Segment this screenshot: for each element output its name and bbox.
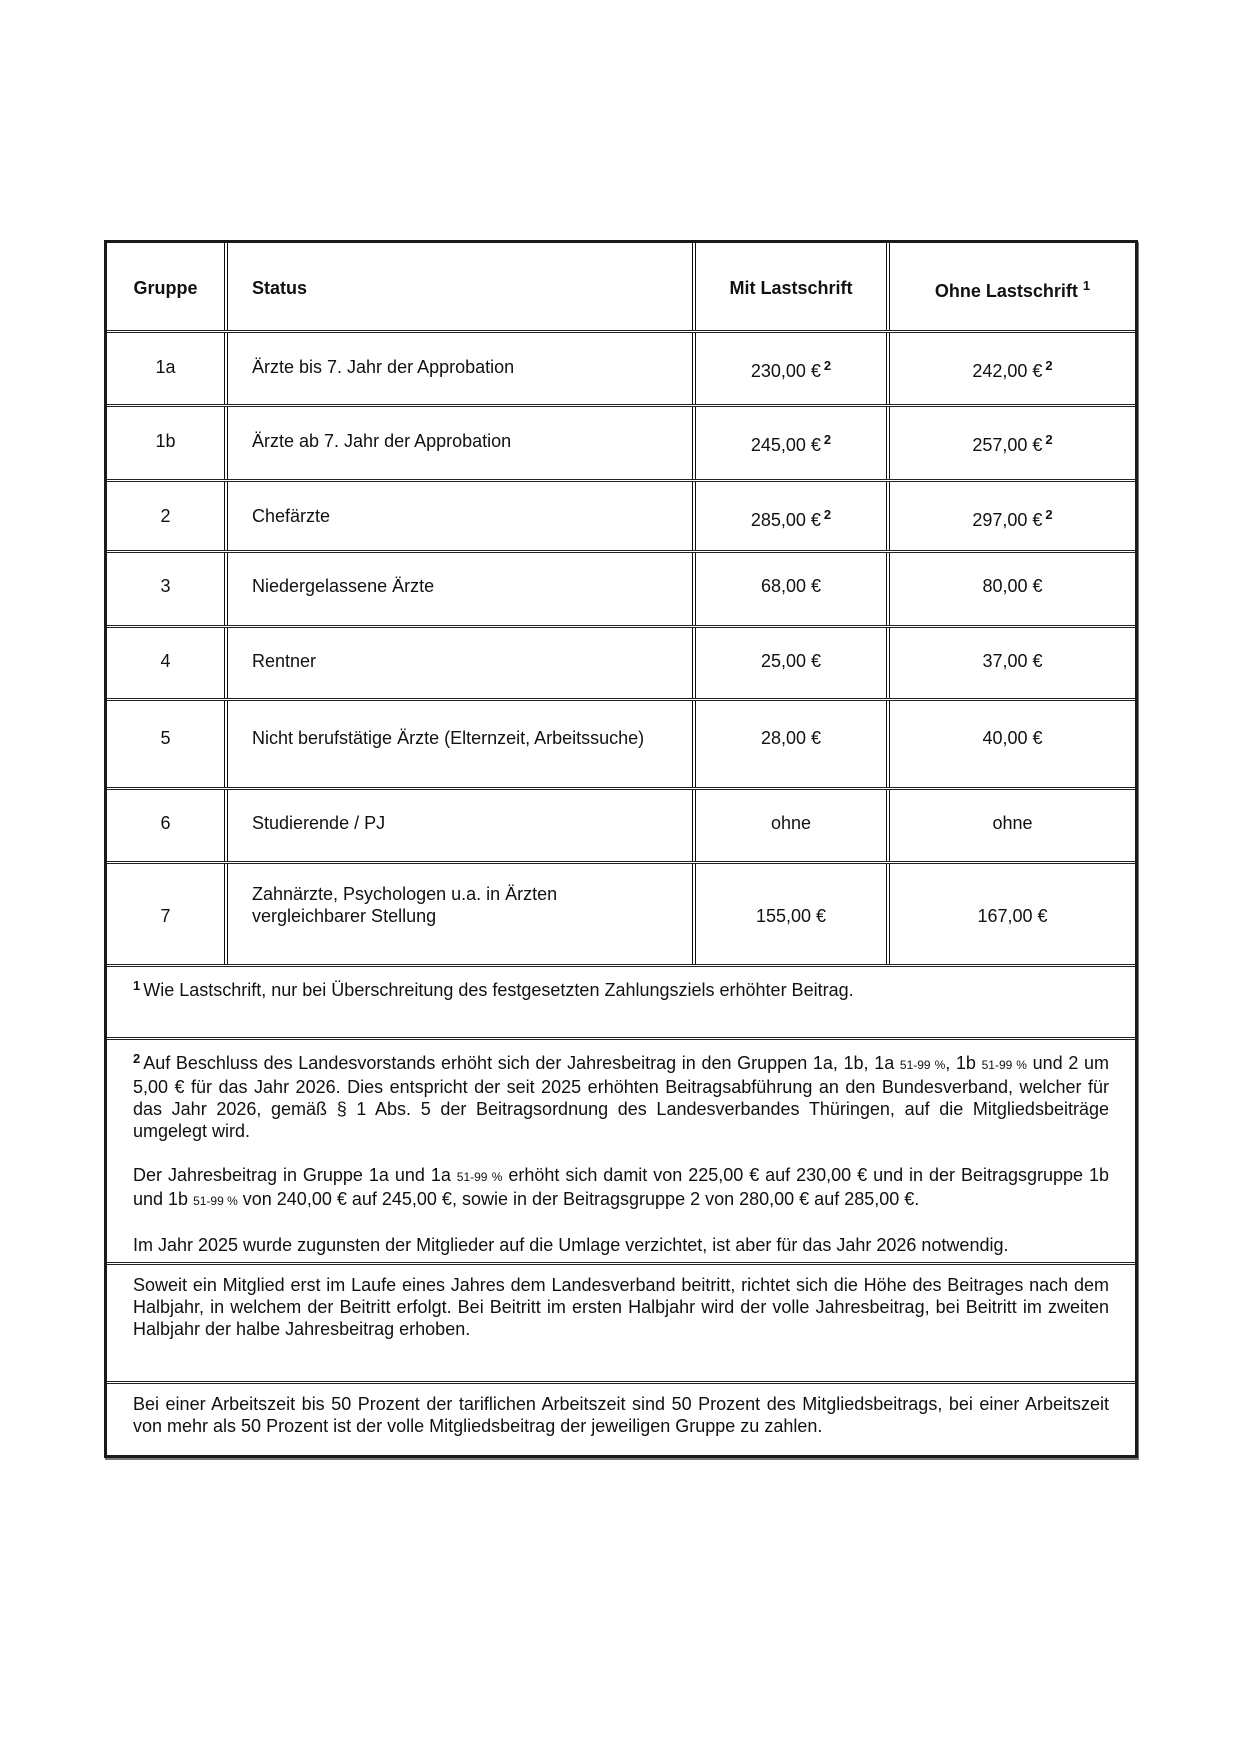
footnote-text: Wie Lastschrift, nur bei Überschreitung des festgesetzten Zahlungsziels erhöhter Beitrag. (143, 980, 854, 1000)
percent-range: 51-99 % (456, 1170, 503, 1184)
cell-status: Rentner (228, 628, 696, 698)
table-row (107, 333, 1135, 407)
cell-gruppe: 1b (107, 407, 228, 479)
note-halbjahr (107, 1265, 1135, 1384)
text: erhöht sich damit von 225,00 € auf 230,00 € und in der Beitragsgruppe 1b und 1b (133, 1165, 1109, 1209)
table-row (107, 628, 1135, 701)
header-ohne-label: Ohne Lastschrift (934, 281, 1078, 301)
cell-ohne-lastschrift: 167,00 € (977, 906, 1048, 926)
footnote-2-paragraph-1 (133, 1052, 1109, 1142)
footnote-marker: 2 (1045, 432, 1053, 447)
cell-mit-lastschrift (696, 407, 890, 479)
footnote-marker: 2 (1045, 358, 1053, 373)
table-row (107, 482, 1135, 553)
amount: 257,00 € (972, 435, 1043, 455)
table-row (107, 407, 1135, 482)
cell-ohne-lastschrift (890, 333, 1135, 404)
footnote-marker: 1 (133, 978, 141, 993)
note-text: Soweit ein Mitglied erst im Laufe eines Jahres dem Landesverband beitritt, richtet sich die Höhe des Beitrages nach dem Halbjahr, in welchem der Beitritt erfolgt. Bei Beitritt im ersten Halbjahr wird der volle Jahresbeitrag, bei Beitritt im zweiten Halbjahr der halbe Jahresbeitrag erhoben. (133, 1275, 1109, 1339)
text: und 2 um 5,00 € für das Jahr 2026. Dies entspricht der seit 2025 erhöhten Beitragsabführung an den Bundesverband, welcher für das Jahr 2026, gemäß § 1 Abs. 5 der Beitragsordnung des Landesverbandes Thüringen, auf die Mitgliedsbeiträge umgelegt wird. (133, 1053, 1109, 1141)
footnote-marker: 2 (823, 507, 832, 522)
cell-mit-lastschrift: ohne (696, 790, 890, 861)
cell-gruppe: 4 (107, 628, 228, 698)
header-ohne-lastschrift (890, 243, 1135, 330)
cell-mit-lastschrift: 68,00 € (696, 553, 890, 625)
percent-range: 51-99 % (899, 1058, 946, 1072)
cell-gruppe: 5 (107, 701, 228, 787)
footnote-2-paragraph-3: Im Jahr 2025 wurde zugunsten der Mitglieder auf die Umlage verzichtet, ist aber für das Jahr 2026 notwendig. (133, 1235, 1009, 1255)
cell-gruppe: 6 (107, 790, 228, 861)
cell-ohne-lastschrift: 80,00 € (982, 576, 1043, 596)
header-gruppe: Gruppe (107, 243, 228, 330)
footnote-marker: 2 (823, 432, 832, 447)
footnote-1 (107, 967, 1135, 1040)
footnote-2 (107, 1040, 1135, 1265)
cell-status: Ärzte ab 7. Jahr der Approbation (228, 407, 696, 479)
table-row (107, 553, 1135, 628)
header-status: Status (228, 243, 696, 330)
cell-mit-lastschrift: 155,00 € (696, 864, 890, 964)
amount: 285,00 € (750, 510, 821, 530)
table-row (107, 701, 1135, 790)
amount: 297,00 € (972, 510, 1043, 530)
cell-status: Nicht berufstätige Ärzte (Elternzeit, Arbeitssuche) (228, 701, 696, 787)
text: , 1b (945, 1053, 982, 1073)
footnote-marker: 2 (133, 1051, 141, 1066)
text: Der Jahresbeitrag in Gruppe 1a und 1a (133, 1165, 457, 1185)
cell-gruppe: 7 (107, 864, 228, 964)
cell-status: Studierende / PJ (228, 790, 696, 861)
cell-mit-lastschrift (696, 482, 890, 550)
header-mit-lastschrift: Mit Lastschrift (696, 243, 890, 330)
amount: 230,00 € (750, 361, 821, 381)
percent-range: 51-99 % (193, 1194, 238, 1208)
amount: 245,00 € (750, 435, 821, 455)
footnote-marker: 2 (823, 358, 832, 373)
table-header-row (107, 243, 1135, 333)
table-row (107, 864, 1135, 967)
fee-table (104, 240, 1138, 1458)
cell-gruppe: 1a (107, 333, 228, 404)
cell-ohne-lastschrift: 40,00 € (982, 728, 1043, 748)
cell-gruppe: 3 (107, 553, 228, 625)
cell-status (228, 864, 696, 964)
text: Auf Beschluss des Landesvorstands erhöht sich der Jahresbeitrag in den Gruppen 1a, 1b, 1a (143, 1053, 900, 1073)
cell-status: Ärzte bis 7. Jahr der Approbation (228, 333, 696, 404)
table-row (107, 790, 1135, 864)
footnote-2-paragraph-2 (133, 1164, 1109, 1212)
footnote-marker: 2 (1045, 507, 1053, 522)
cell-ohne-lastschrift (890, 407, 1135, 479)
status-line: vergleichbarer Stellung (252, 906, 437, 926)
note-arbeitszeit (107, 1384, 1135, 1455)
cell-mit-lastschrift: 25,00 € (696, 628, 890, 698)
text: von 240,00 € auf 245,00 €, sowie in der Beitragsgruppe 2 von 280,00 € auf 285,00 €. (237, 1189, 920, 1209)
amount: 242,00 € (972, 361, 1043, 381)
cell-status: Niedergelassene Ärzte (228, 553, 696, 625)
cell-ohne-lastschrift: 37,00 € (982, 651, 1043, 671)
cell-mit-lastschrift (696, 333, 890, 404)
percent-range: 51-99 % (981, 1058, 1027, 1072)
status-line: Zahnärzte, Psychologen u.a. in Ärzten (252, 884, 558, 904)
note-text: Bei einer Arbeitszeit bis 50 Prozent der tariflichen Arbeitszeit sind 50 Prozent des Mitgliedsbeitrags, bei einer Arbeitszeit von mehr als 50 Prozent ist der volle Mitgliedsbeitrag der jeweiligen Gruppe zu zahlen. (133, 1394, 1109, 1436)
cell-ohne-lastschrift (890, 482, 1135, 550)
cell-mit-lastschrift: 28,00 € (696, 701, 890, 787)
cell-status: Chefärzte (228, 482, 696, 550)
cell-gruppe: 2 (107, 482, 228, 550)
footnote-marker: 1 (1082, 278, 1091, 293)
cell-ohne-lastschrift: ohne (992, 813, 1033, 833)
